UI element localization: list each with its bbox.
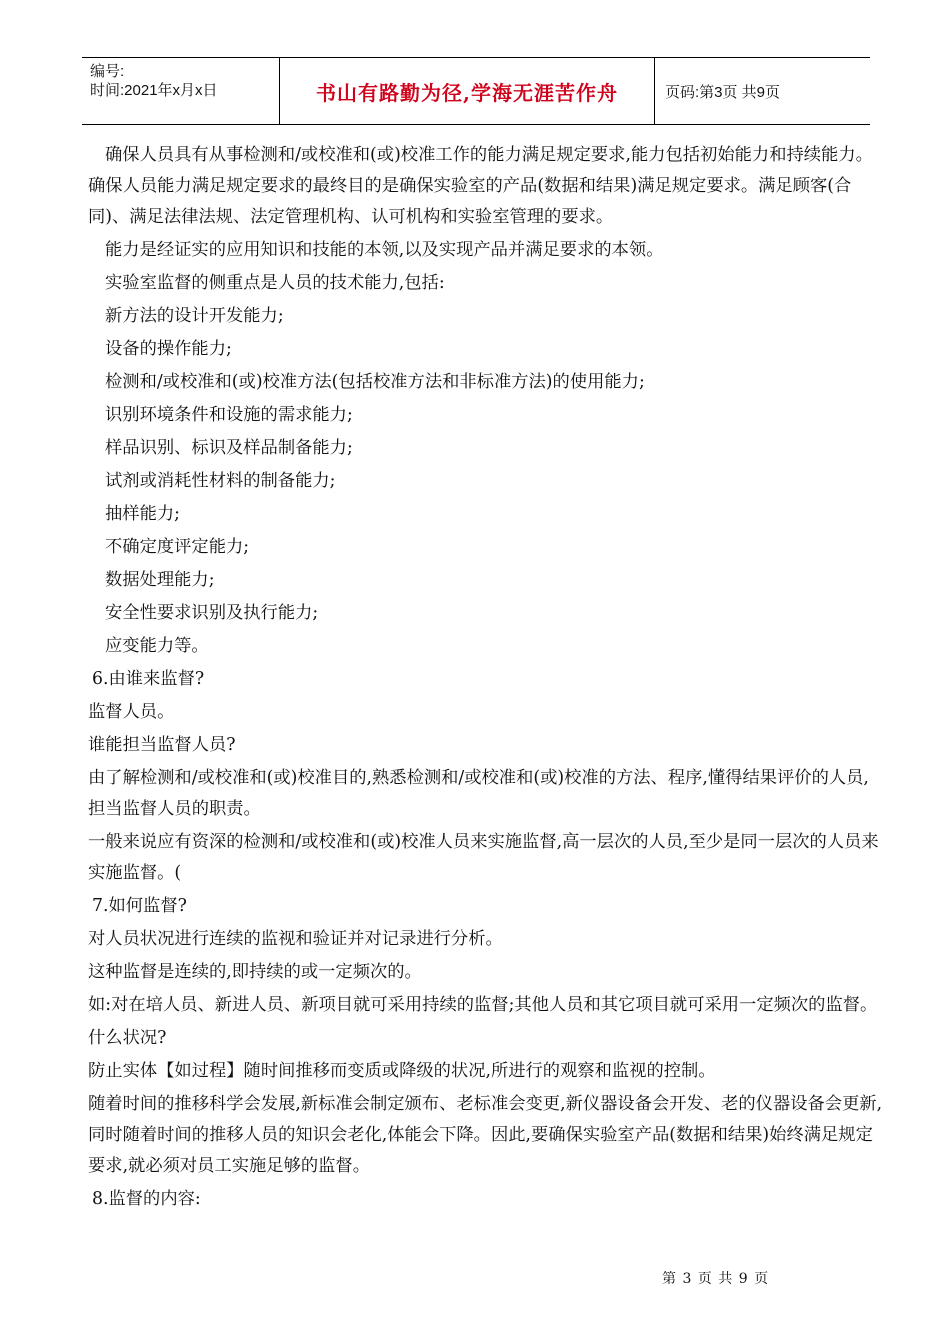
page-header (82, 57, 870, 125)
document-number-label: 编号: (90, 63, 125, 80)
document-body (88, 140, 884, 1217)
paragraph: 随着时间的推移科学会发展,新标准会制定颁布、老标准会变更,新仪器设备会开发、老的仪器设备会更新,同时随着时间的推移人员的知识会老化,体能会下降。因此,要确保实验室产品(数据和结果)始终满足规定要求,就必须对员工实施足够的监督。 (88, 1094, 883, 1176)
paragraph: 什么状况? (88, 1028, 167, 1048)
list-item: 设备的操作能力; (105, 339, 232, 359)
paragraph-capability-meaning: 能力是经证实的应用知识和技能的本领,以及实现产品并满足要求的本领。 (105, 240, 664, 260)
page-footer-number: 第 3 页 共 9 页 (662, 1271, 770, 1287)
list-item: 新方法的设计开发能力; (105, 306, 284, 326)
header-page-label: 页码:第3页 共9页 (665, 83, 781, 101)
paragraph: 这种监督是连续的,即持续的或一定频次的。 (88, 962, 422, 982)
header-meta (82, 58, 280, 124)
section-heading-6: 6.由谁来监督? (92, 669, 205, 689)
list-item: 试剂或消耗性材料的制备能力; (105, 471, 336, 491)
paragraph: 如:对在培人员、新进人员、新项目就可采用持续的监督;其他人员和其它项目就可采用一定频次的监督。 (88, 995, 878, 1015)
paragraph: 监督人员。 (88, 702, 175, 722)
paragraph: 一般来说应有资深的检测和/或校准和(或)校准人员来实施监督,高一层次的人员,至少是同一层次的人员来实施监督。( (88, 832, 879, 883)
paragraph-supervision-focus: 实验室监督的侧重点是人员的技术能力,包括: (105, 273, 445, 293)
section-heading-8: 8.监督的内容: (92, 1189, 201, 1209)
document-time-label: 时间:2021年x月x日 (90, 82, 218, 99)
paragraph: 防止实体【如过程】随时间推移而变质或降级的状况,所进行的观察和监视的控制。 (88, 1061, 716, 1081)
section-heading-7: 7.如何监督? (92, 896, 187, 916)
list-item: 抽样能力; (105, 504, 180, 524)
list-item: 数据处理能力; (105, 570, 215, 590)
list-item: 不确定度评定能力; (105, 537, 250, 557)
list-item: 应变能力等。 (105, 636, 209, 656)
paragraph: 对人员状况进行连续的监视和验证并对记录进行分析。 (88, 929, 503, 949)
list-item: 安全性要求识别及执行能力; (105, 603, 319, 623)
list-item: 样品识别、标识及样品制备能力; (105, 438, 353, 458)
list-item: 识别环境条件和设施的需求能力; (105, 405, 353, 425)
paragraph-capability-definition: 确保人员具有从事检测和/或校准和(或)校准工作的能力满足规定要求,能力包括初始能力和持续能力。确保人员能力满足规定要求的最终目的是确保实验室的产品(数据和结果)满足规定要求。满足顾客(合同)、满足法律法规、法定管理机构、认可机构和实验室管理的要求。 (88, 145, 873, 227)
list-item: 检测和/或校准和(或)校准方法(包括校准方法和非标准方法)的使用能力; (105, 372, 645, 392)
paragraph: 由了解检测和/或校准和(或)校准目的,熟悉检测和/或校准和(或)校准的方法、程序,懂得结果评价的人员,担当监督人员的职责。 (88, 768, 869, 819)
header-motto: 书山有路勤为径,学海无涯苦作舟 (280, 58, 655, 124)
paragraph: 谁能担当监督人员? (88, 735, 236, 755)
